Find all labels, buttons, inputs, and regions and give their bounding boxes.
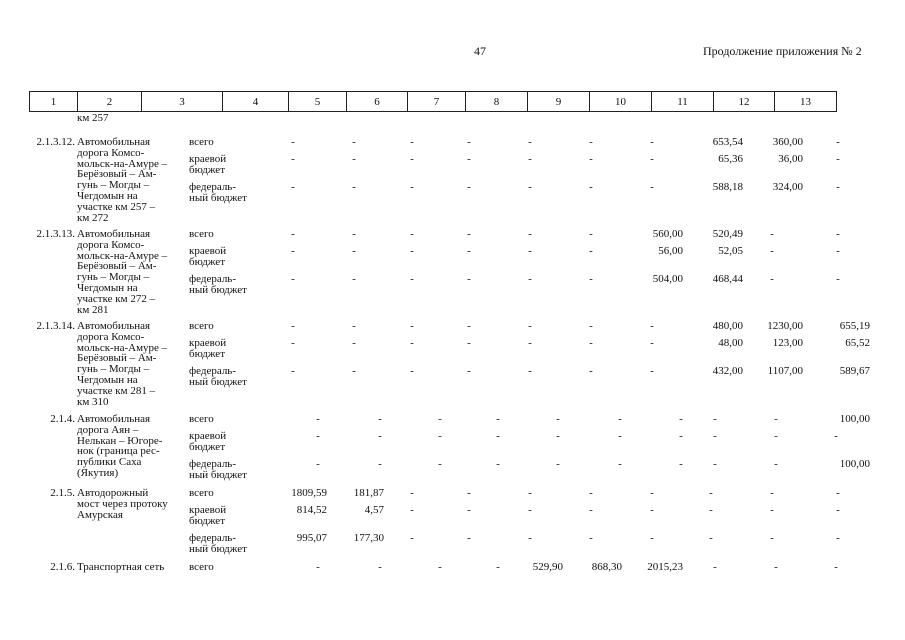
value-cell-dash: -: [438, 413, 442, 425]
value-cell-dash: -: [291, 337, 295, 349]
value-cell-dash: -: [467, 532, 471, 544]
value-cell-dash: -: [410, 504, 414, 516]
value-cell-dash: -: [774, 458, 778, 470]
row-name-line: Автомобильная: [77, 136, 151, 148]
value-cell-dash: -: [528, 504, 532, 516]
value-cell: 123,00: [772, 337, 803, 349]
value-cell-dash: -: [291, 136, 295, 148]
value-cell-dash: -: [378, 458, 382, 470]
funding-source-line: краевой: [189, 337, 227, 349]
value-cell-dash: -: [679, 430, 683, 442]
row-name-line: мольск-на-Амуре –: [77, 341, 168, 354]
value-cell-dash: -: [528, 181, 532, 193]
value-cell-dash: -: [316, 561, 320, 573]
column-header-5: 5: [289, 92, 347, 112]
value-cell-dash: -: [410, 487, 414, 499]
row-name-line: км 310: [77, 395, 109, 408]
value-cell: 653,54: [712, 136, 743, 148]
value-cell-dash: -: [650, 136, 654, 148]
row-code: 2.1.3.13.: [36, 228, 75, 240]
value-cell-dash: -: [650, 337, 654, 349]
value-cell-dash: -: [291, 365, 295, 377]
value-cell-dash: -: [589, 487, 593, 499]
value-cell-dash: -: [496, 561, 500, 573]
value-cell-dash: -: [774, 561, 778, 573]
value-cell-dash: -: [836, 487, 840, 499]
column-header-12: 12: [714, 92, 775, 112]
value-cell: 1107,00: [767, 365, 803, 377]
funding-source-line: краевой: [189, 504, 227, 516]
column-header-7: 7: [408, 92, 466, 112]
row-name-line: мольск-на-Амуре –: [77, 249, 168, 262]
value-cell-dash: -: [410, 136, 414, 148]
row-name-line: дорога Комсо-: [77, 330, 145, 343]
value-cell-dash: -: [378, 430, 382, 442]
value-cell-dash: -: [352, 245, 356, 257]
value-cell-dash: -: [589, 320, 593, 332]
row-name-line: Чегдомын на: [77, 374, 138, 386]
row-name-line: дорога Комсо-: [77, 146, 145, 159]
value-cell-dash: -: [836, 245, 840, 257]
value-cell-dash: -: [291, 228, 295, 240]
value-cell-dash: -: [528, 532, 532, 544]
column-header-8: 8: [466, 92, 528, 112]
value-cell: 432,00: [712, 365, 743, 377]
funding-source-line: ный бюджет: [189, 375, 247, 388]
funding-source-line: ный бюджет: [189, 283, 247, 296]
value-cell-dash: -: [410, 245, 414, 257]
value-cell: 181,87: [353, 487, 384, 499]
value-cell-dash: -: [467, 153, 471, 165]
value-cell-dash: -: [291, 245, 295, 257]
value-cell-dash: -: [836, 136, 840, 148]
value-cell: 529,90: [532, 561, 563, 573]
value-cell-dash: -: [774, 430, 778, 442]
value-cell: 4,57: [364, 504, 384, 516]
column-header-4: 4: [223, 92, 289, 112]
value-cell: 177,30: [353, 532, 384, 544]
value-cell-dash: -: [467, 273, 471, 285]
row-name-line: гунь – Могды –: [77, 363, 150, 376]
value-cell-dash: -: [589, 337, 593, 349]
value-cell-dash: -: [528, 228, 532, 240]
row-name-line: Автодорожный: [77, 487, 149, 499]
value-cell-dash: -: [291, 181, 295, 193]
value-cell-dash: -: [316, 413, 320, 425]
funding-source-line: всего: [189, 136, 214, 148]
value-cell: 468,44: [712, 273, 743, 285]
value-cell-dash: -: [713, 413, 717, 425]
value-cell-dash: -: [618, 458, 622, 470]
value-cell-dash: -: [467, 337, 471, 349]
value-cell-dash: -: [467, 181, 471, 193]
value-cell: 995,07: [296, 532, 327, 544]
value-cell-dash: -: [528, 245, 532, 257]
value-cell-dash: -: [770, 504, 774, 516]
value-cell-dash: -: [291, 153, 295, 165]
funding-source-line: краевой: [189, 430, 227, 442]
funding-source-line: ный бюджет: [189, 468, 247, 481]
value-cell-dash: -: [589, 273, 593, 285]
value-cell-dash: -: [291, 273, 295, 285]
value-cell: 100,00: [839, 413, 870, 425]
value-cell: 65,36: [718, 153, 743, 165]
funding-source-line: краевой: [189, 153, 227, 165]
value-cell: 36,00: [778, 153, 803, 165]
value-cell-dash: -: [709, 532, 713, 544]
funding-source-line: краевой: [189, 245, 227, 257]
value-cell-dash: -: [496, 430, 500, 442]
value-cell-dash: -: [410, 365, 414, 377]
value-cell-dash: -: [410, 228, 414, 240]
value-cell-dash: -: [770, 532, 774, 544]
value-cell: 504,00: [652, 273, 683, 285]
funding-source-line: бюджет: [189, 514, 225, 527]
funding-source-line: федераль-: [189, 181, 236, 193]
value-cell: 65,52: [845, 337, 870, 349]
row-name-line: Автомобильная: [77, 413, 151, 425]
funding-source-line: всего: [189, 561, 214, 573]
funding-source-line: всего: [189, 487, 214, 499]
funding-source-line: ный бюджет: [189, 191, 247, 204]
value-cell-dash: -: [836, 532, 840, 544]
value-cell-dash: -: [836, 181, 840, 193]
value-cell-dash: -: [528, 273, 532, 285]
column-header-9: 9: [528, 92, 590, 112]
row-name-line: Берёзовый – Ам-: [77, 352, 157, 365]
value-cell-dash: -: [438, 430, 442, 442]
funding-source-line: федераль-: [189, 532, 236, 544]
row-name-line: (Якутия): [77, 467, 119, 479]
value-cell-dash: -: [836, 153, 840, 165]
funding-source-line: всего: [189, 413, 214, 425]
row-name-line: Берёзовый – Ам-: [77, 260, 157, 273]
value-cell-dash: -: [467, 365, 471, 377]
value-cell-dash: -: [352, 228, 356, 240]
row-name-line: мост через протоку: [77, 497, 168, 510]
value-cell-dash: -: [316, 430, 320, 442]
value-cell-dash: -: [378, 561, 382, 573]
row-code: 2.1.5.: [50, 487, 75, 499]
value-cell-dash: -: [770, 245, 774, 257]
value-cell-dash: -: [467, 136, 471, 148]
column-header-table: [29, 91, 837, 112]
value-cell-dash: -: [528, 320, 532, 332]
value-cell-dash: -: [589, 245, 593, 257]
row-name-line: участке км 281 –: [77, 384, 156, 397]
value-cell: 520,49: [712, 228, 743, 240]
value-cell-dash: -: [291, 320, 295, 332]
value-cell-dash: -: [496, 458, 500, 470]
value-cell-dash: -: [589, 532, 593, 544]
row-name-line: Амурская: [77, 508, 123, 521]
value-cell-dash: -: [410, 320, 414, 332]
value-cell-dash: -: [770, 273, 774, 285]
value-cell-dash: -: [438, 561, 442, 573]
value-cell-dash: -: [650, 365, 654, 377]
column-header-2: 2: [78, 92, 142, 112]
value-cell-dash: -: [467, 320, 471, 332]
value-cell-dash: -: [774, 413, 778, 425]
value-cell-dash: -: [679, 458, 683, 470]
value-cell-dash: -: [770, 487, 774, 499]
column-header-3: 3: [142, 92, 223, 112]
row-name-line: мольск-на-Амуре –: [77, 157, 168, 170]
row-name-line: гунь – Могды –: [77, 271, 150, 284]
value-cell: 588,18: [712, 181, 743, 193]
value-cell: 1230,00: [767, 320, 803, 332]
value-cell-dash: -: [836, 228, 840, 240]
row-name-line: дорога Аян –: [77, 423, 139, 436]
row-name-line: участке км 257 –: [77, 200, 156, 213]
column-header-10: 10: [590, 92, 652, 112]
row-name-line: Чегдомын на: [77, 190, 138, 202]
row-name-line: Чегдомын на: [77, 282, 138, 294]
value-cell-dash: -: [528, 365, 532, 377]
value-cell-dash: -: [589, 504, 593, 516]
value-cell-dash: -: [650, 153, 654, 165]
value-cell: 2015,23: [647, 561, 683, 573]
value-cell-dash: -: [679, 413, 683, 425]
value-cell-dash: -: [410, 337, 414, 349]
row-name-line: Берёзовый – Ам-: [77, 168, 157, 181]
value-cell-dash: -: [589, 228, 593, 240]
value-cell-dash: -: [709, 487, 713, 499]
value-cell-dash: -: [528, 136, 532, 148]
row-code: 2.1.4.: [50, 413, 75, 425]
value-cell-dash: -: [650, 532, 654, 544]
column-header-13: 13: [775, 92, 837, 112]
row-name-line: гунь – Могды –: [77, 179, 150, 192]
value-cell: 655,19: [839, 320, 870, 332]
value-cell-dash: -: [834, 561, 838, 573]
value-cell: 100,00: [839, 458, 870, 470]
funding-source-line: ный бюджет: [189, 542, 247, 555]
value-cell-dash: -: [589, 136, 593, 148]
value-cell-dash: -: [467, 504, 471, 516]
funding-source-line: бюджет: [189, 347, 225, 360]
value-cell-dash: -: [528, 337, 532, 349]
value-cell: 324,00: [772, 181, 803, 193]
value-cell-dash: -: [352, 320, 356, 332]
value-cell: 560,00: [652, 228, 683, 240]
value-cell-dash: -: [410, 532, 414, 544]
value-cell-dash: -: [410, 273, 414, 285]
row-code: 2.1.3.12.: [36, 136, 75, 148]
value-cell-dash: -: [410, 153, 414, 165]
value-cell-dash: -: [352, 365, 356, 377]
value-cell-dash: -: [410, 181, 414, 193]
row-name-line: нок (граница рес-: [77, 445, 160, 458]
value-cell-dash: -: [528, 153, 532, 165]
value-cell-dash: -: [650, 487, 654, 499]
funding-source-line: федераль-: [189, 458, 236, 470]
row-code: 2.1.6.: [50, 561, 75, 573]
funding-source-line: бюджет: [189, 163, 225, 176]
value-cell: 56,00: [658, 245, 683, 257]
value-cell: 480,00: [712, 320, 743, 332]
value-cell-dash: -: [528, 487, 532, 499]
column-header-1: 1: [30, 92, 78, 112]
carry-over-text: км 257: [77, 112, 109, 124]
value-cell-dash: -: [618, 413, 622, 425]
funding-source-line: федераль-: [189, 365, 236, 377]
row-name-line: публики Саха: [77, 456, 142, 469]
value-cell: 868,30: [591, 561, 622, 573]
value-cell: 589,67: [839, 365, 870, 377]
value-cell-dash: -: [556, 430, 560, 442]
value-cell-dash: -: [650, 320, 654, 332]
column-header-11: 11: [652, 92, 714, 112]
value-cell-dash: -: [352, 337, 356, 349]
value-cell-dash: -: [650, 181, 654, 193]
column-header-6: 6: [347, 92, 408, 112]
value-cell-dash: -: [316, 458, 320, 470]
funding-source-line: всего: [189, 320, 214, 332]
value-cell-dash: -: [496, 413, 500, 425]
row-name-line: Автомобильная: [77, 228, 151, 240]
row-name-line: Автомобильная: [77, 320, 151, 332]
value-cell-dash: -: [836, 273, 840, 285]
value-cell-dash: -: [709, 504, 713, 516]
value-cell: 52,05: [718, 245, 743, 257]
row-name-line: км 281: [77, 303, 109, 316]
value-cell: 48,00: [718, 337, 743, 349]
funding-source-line: бюджет: [189, 255, 225, 268]
value-cell-dash: -: [650, 504, 654, 516]
value-cell-dash: -: [352, 136, 356, 148]
value-cell: 814,52: [296, 504, 327, 516]
value-cell-dash: -: [618, 430, 622, 442]
funding-source-line: всего: [189, 228, 214, 240]
value-cell-dash: -: [352, 181, 356, 193]
value-cell-dash: -: [467, 487, 471, 499]
value-cell: 1809,59: [291, 487, 327, 499]
value-cell-dash: -: [352, 273, 356, 285]
value-cell-dash: -: [770, 228, 774, 240]
row-name-line: км 272: [77, 211, 109, 224]
value-cell-dash: -: [467, 228, 471, 240]
value-cell-dash: -: [352, 153, 356, 165]
funding-source-line: федераль-: [189, 273, 236, 285]
value-cell-dash: -: [713, 430, 717, 442]
value-cell-dash: -: [713, 561, 717, 573]
value-cell-dash: -: [556, 458, 560, 470]
value-cell-dash: -: [589, 365, 593, 377]
row-code: 2.1.3.14.: [36, 320, 75, 332]
value-cell-dash: -: [589, 153, 593, 165]
page-number: 47: [474, 44, 486, 58]
value-cell-dash: -: [467, 245, 471, 257]
continuation-title: Продолжение приложения № 2: [703, 44, 862, 58]
column-header-row: [30, 92, 837, 112]
funding-source-line: бюджет: [189, 440, 225, 453]
value-cell-dash: -: [556, 413, 560, 425]
row-name-line: Транспортная сеть: [77, 561, 165, 573]
value-cell-dash: -: [836, 504, 840, 516]
row-name-line: Нелькан – Югоре-: [77, 434, 163, 447]
value-cell-dash: -: [834, 430, 838, 442]
value-cell-dash: -: [713, 458, 717, 470]
value-cell: 360,00: [772, 136, 803, 148]
row-name-line: дорога Комсо-: [77, 238, 145, 251]
value-cell-dash: -: [378, 413, 382, 425]
value-cell-dash: -: [589, 181, 593, 193]
value-cell-dash: -: [438, 458, 442, 470]
row-name-line: участке км 272 –: [77, 292, 156, 305]
